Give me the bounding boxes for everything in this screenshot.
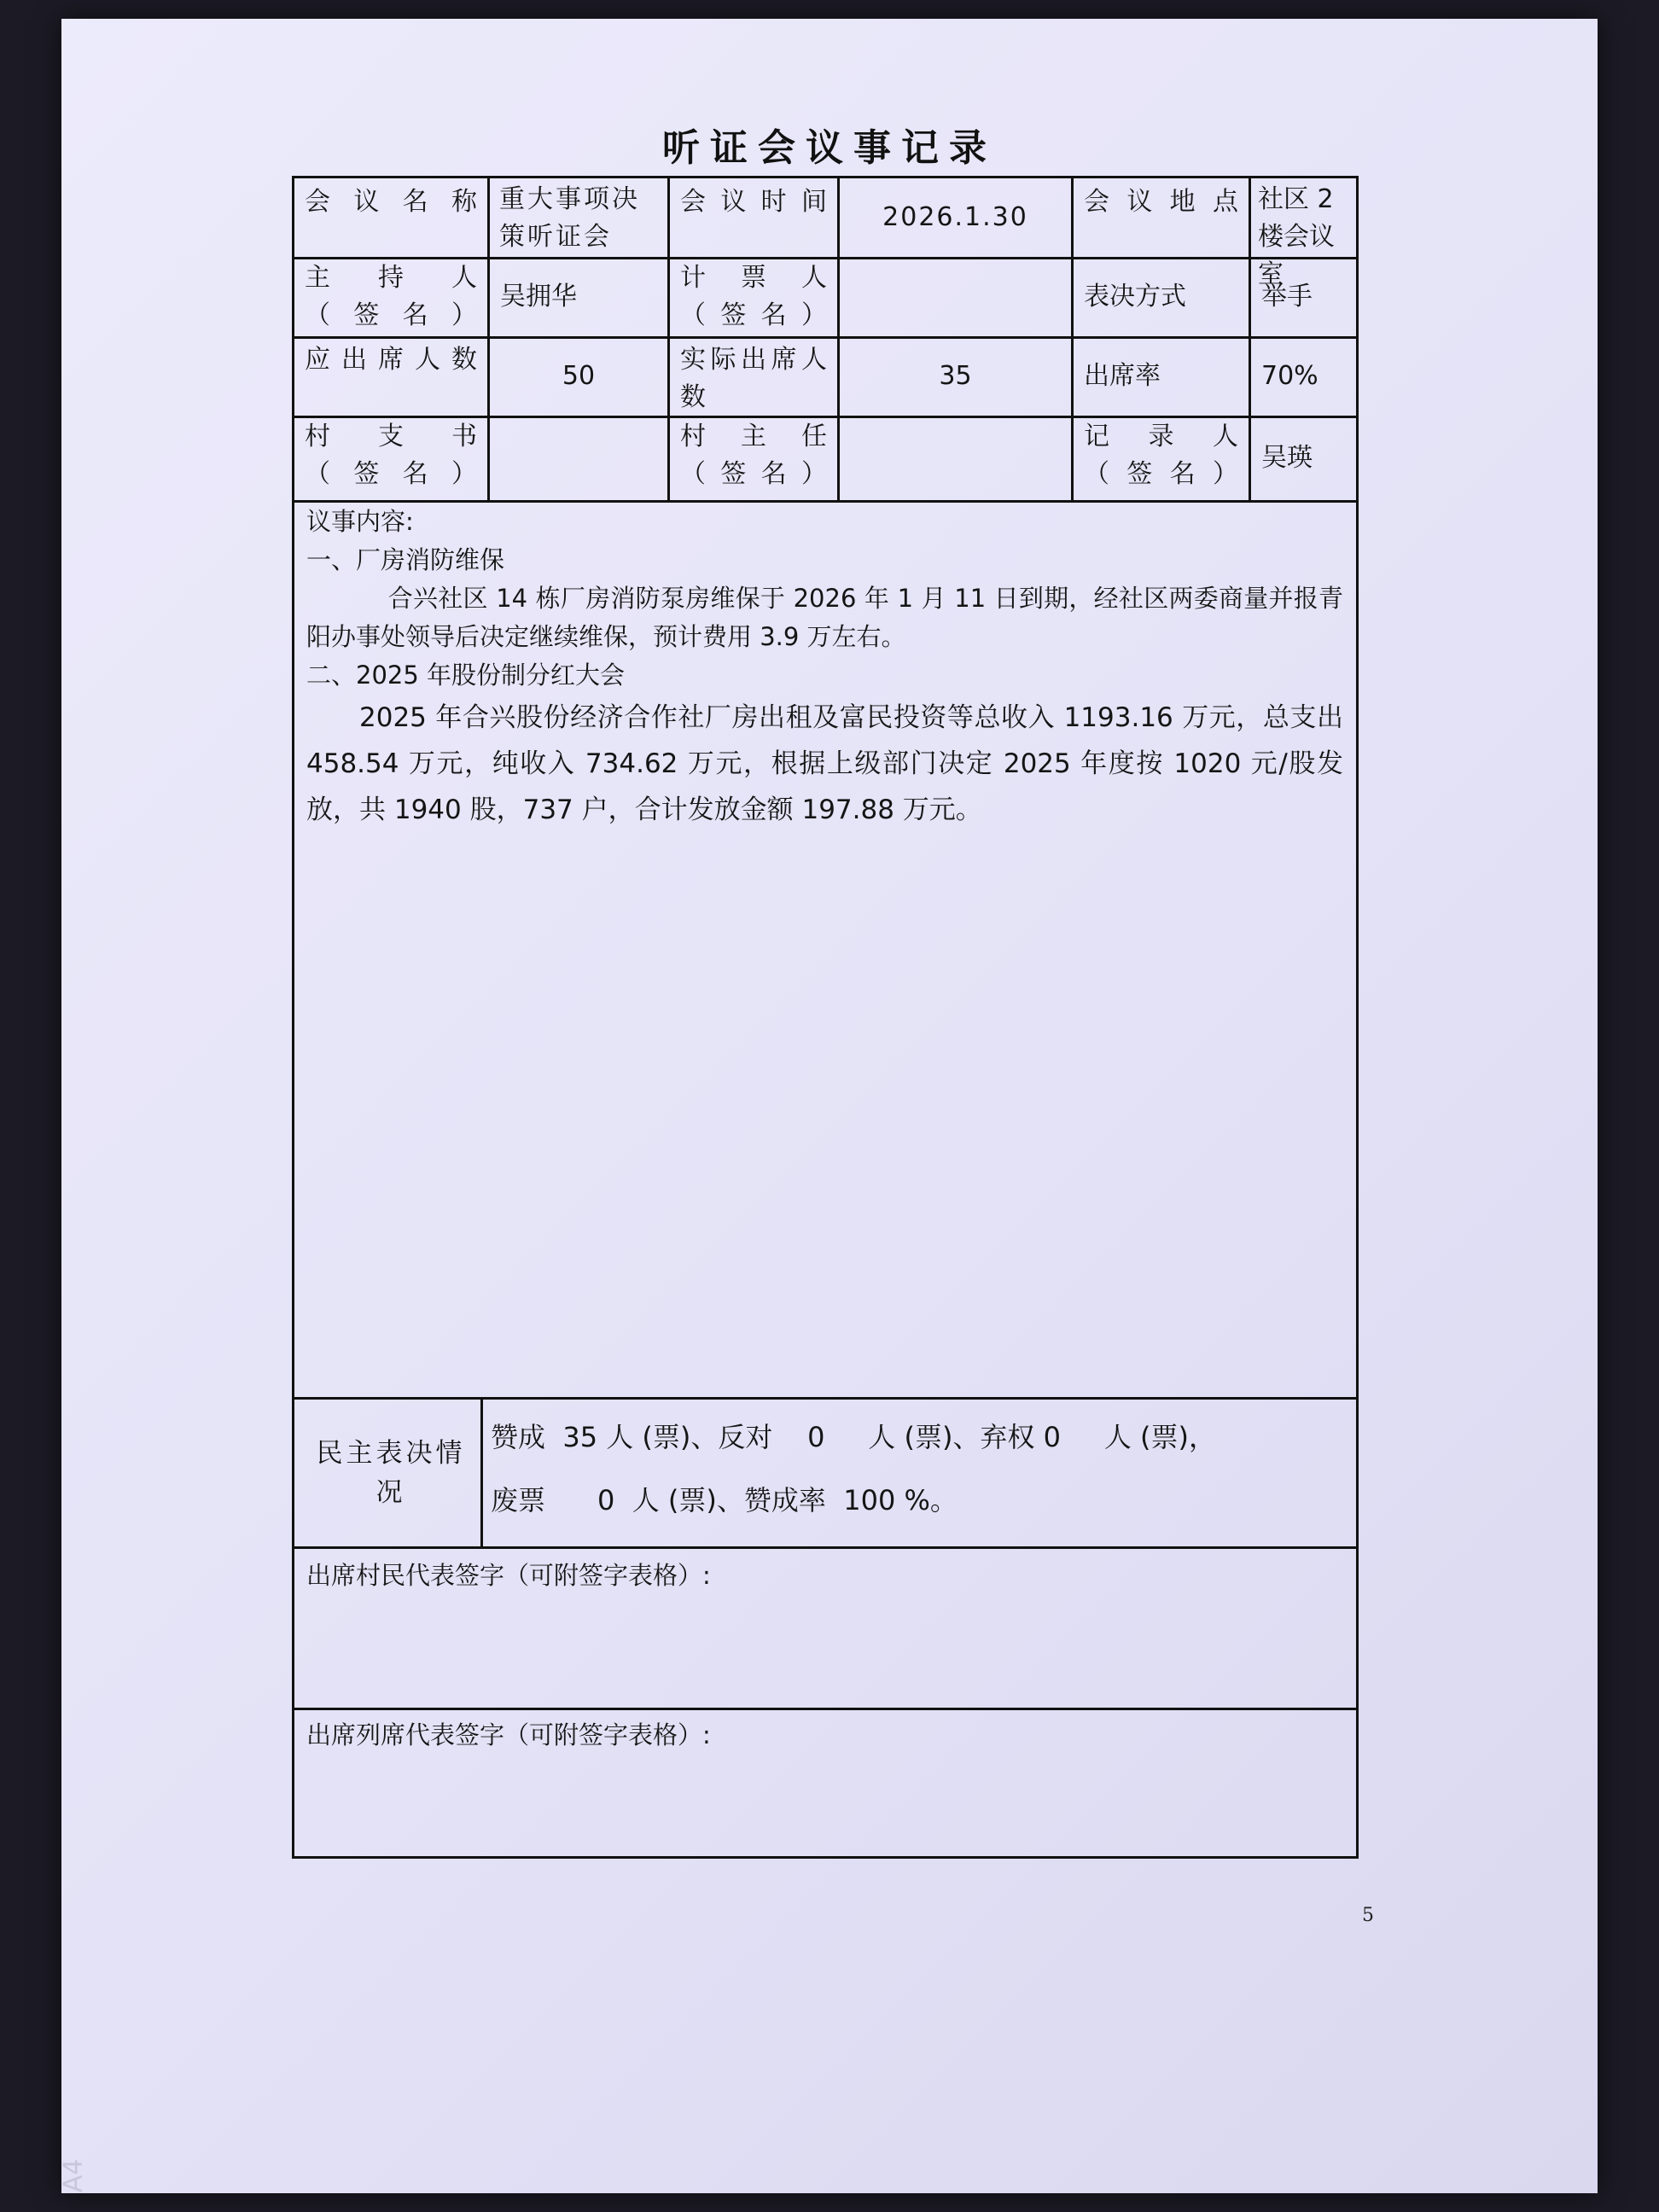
director-value <box>840 416 1071 500</box>
meeting-time-label: 会议时间 <box>680 187 827 217</box>
secretary-label-line2: （签名） <box>305 459 477 489</box>
recorder-label-line1: 记录人 <box>1084 422 1238 451</box>
actual-attendance-value: 35 <box>939 360 972 391</box>
item2-text: 2025 年合兴股份经济合作社厂房出租及富民投资等总收入 1193.16 万元，总支出 458.54 万元，纯收入 734.62 万元，根据上级部门决定 2025 年度按 1020 元/股发放，共 1940 股，737 户，合计发放金额 197.88 万元。 <box>306 702 1343 825</box>
director-label-line1: 村主任 <box>680 422 827 451</box>
meeting-name-label: 会议名称 <box>305 187 477 217</box>
attendance-rate-label: 出席率 <box>1084 360 1161 391</box>
vote-label: 民主表决情况 <box>316 1438 466 1508</box>
host-value: 吴拥华 <box>500 281 577 311</box>
teller-label-line1: 计票人 <box>680 263 827 293</box>
host-label-line1: 主持人 <box>305 263 477 293</box>
vote-line-1: 赞成 35 人 (票)、反对 0 人 (票)、弃权 0 人 (票)， <box>491 1421 1216 1453</box>
vote-line-2: 废票 0 人 (票)、赞成率 100 %。 <box>491 1484 958 1516</box>
recorder-label-line2: （签名） <box>1084 459 1238 489</box>
host-label <box>294 257 487 336</box>
vote-method-label: 表决方式 <box>1084 281 1186 311</box>
attendee-signature-label: 出席列席代表签字（可附签字表格）: <box>306 1720 711 1749</box>
document-title: 听证会议事记录 <box>662 126 997 170</box>
paper-size-mark: A4 <box>58 2158 89 2193</box>
item2-title: 二、2025 年股份制分红大会 <box>306 661 626 690</box>
expected-attendance-label: 应出席人数 <box>305 345 477 375</box>
recorder-label <box>1074 416 1249 500</box>
attendance-rate-value: 70% <box>1261 360 1318 391</box>
document-page <box>58 19 1598 2193</box>
meeting-name-value: 重大事项决策听证会 <box>499 184 640 252</box>
meeting-time-value: 2026.1.30 <box>882 202 1028 232</box>
meeting-content <box>306 503 1343 833</box>
page-number: 5 <box>1362 1905 1374 1926</box>
item1-title: 一、厂房消防维保 <box>306 545 505 574</box>
secretary-label <box>294 416 487 500</box>
villager-signature-label: 出席村民代表签字（可附签字表格）: <box>306 1561 711 1590</box>
teller-value <box>840 257 1071 336</box>
secretary-value <box>490 416 667 500</box>
item1-text: 合兴社区 14 栋厂房消防泵房维保于 2026 年 1 月 11 日到期，经社区两委商量并报青阳办事处领导后决定继续维保，预计费用 3.9 万左右。 <box>306 584 1343 651</box>
vote-method-value: 举手 <box>1261 281 1313 311</box>
actual-attendance-label: 实际出席人数 <box>680 345 827 412</box>
meeting-place-value: 社区 2 楼会议室 <box>1258 184 1335 289</box>
content-heading: 议事内容: <box>306 507 414 536</box>
director-label <box>670 416 837 500</box>
secretary-label-line1: 村支书 <box>305 422 477 451</box>
expected-attendance-value: 50 <box>562 360 596 391</box>
teller-label-line2: （签名） <box>680 300 827 330</box>
teller-label <box>670 257 837 336</box>
host-label-line2: （签名） <box>305 300 477 330</box>
meeting-place-label: 会议地点 <box>1084 187 1238 217</box>
hearing-record-table <box>292 176 1359 1859</box>
recorder-value: 吴瑛 <box>1261 442 1313 473</box>
director-label-line2: （签名） <box>680 459 827 489</box>
